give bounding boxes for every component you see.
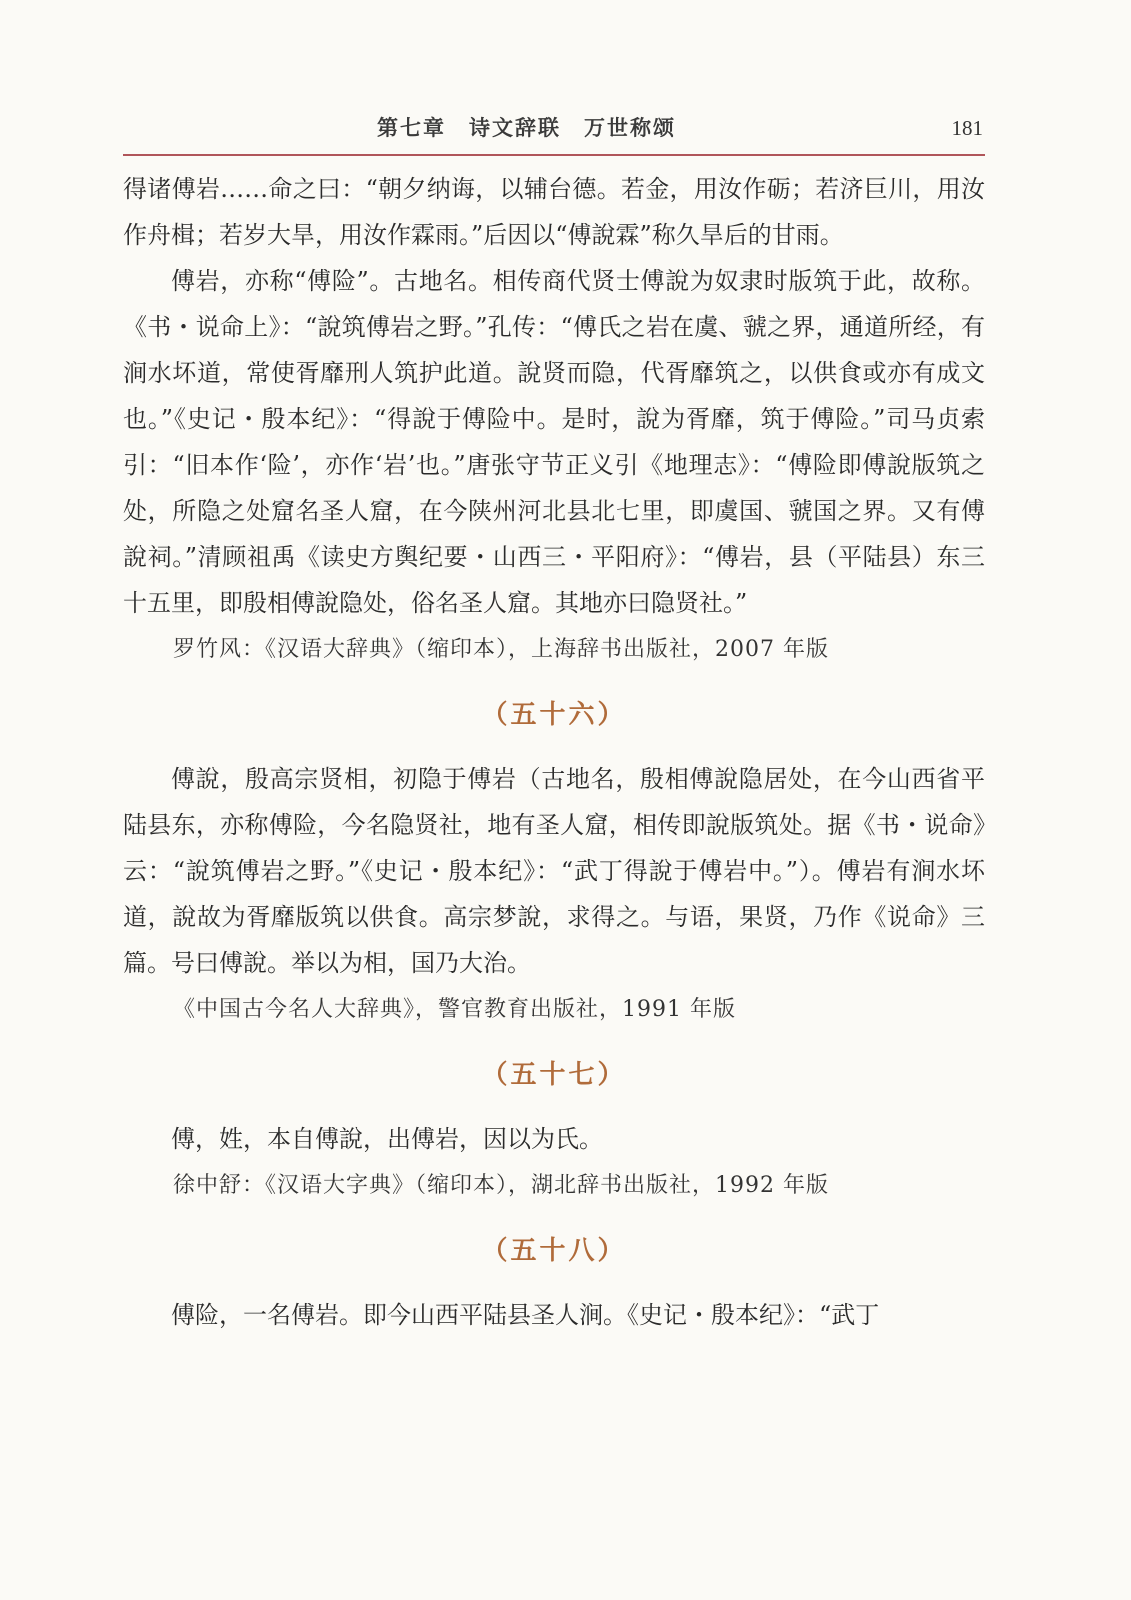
paragraph-fuxian-entry: 傅险，一名傅岩。即今山西平陆县圣人涧。《史记・殷本纪》：“武丁 <box>171 1301 880 1329</box>
running-head <box>123 108 983 148</box>
source-citation: 《中国古今名人大辞典》，警官教育出版社，1991 年版 <box>173 997 736 1022</box>
paragraph-continued: 得诸傅岩……命之曰：“朝夕纳诲，以辅台德。若金，用汝作砺；若济巨川，用汝作舟楫；若岁大旱，用汝作霖雨。”后因以“傅說霖”称久旱后的甘雨。 <box>123 175 985 249</box>
paragraph-fu-surname: 傅，姓，本自傅說，出傅岩，因以为氏。 <box>171 1125 603 1153</box>
source-citation: 罗竹风：《汉语大辞典》（缩印本），上海辞书出版社，2007 年版 <box>173 637 829 662</box>
section-heading-57: （五十七） <box>481 1060 627 1090</box>
body-text <box>123 166 985 1338</box>
header-rule <box>123 154 985 156</box>
section-heading-58: （五十八） <box>481 1236 627 1266</box>
source-citation: 徐中舒：《汉语大字典》（缩印本），湖北辞书出版社，1992 年版 <box>173 1173 829 1198</box>
chapter-running-title: 第七章 诗文辞联 万世称颂 <box>377 116 676 140</box>
page-number: 181 <box>951 116 983 140</box>
paragraph-fuyan-entry: 傅岩，亦称“傅险”。古地名。相传商代贤士傅說为奴隶时版筑于此，故称。《书・说命上》：“說筑傅岩之野。”孔传：“傅氏之岩在虞、虢之界，通道所经，有涧水坏道，常使胥靡刑人筑护此道。說贤而隐，代胥靡筑之，以供食或亦有成文也。”《史记・殷本纪》：“得說于傅险中。是时，說为胥靡，筑于傅险。”司马贞索引：“旧本作‘险’，亦作‘岩’也。”唐张守节正义引《地理志》：“傅险即傅說版筑之处，所隐之处窟名圣人窟，在今陕州河北县北七里，即虞国、虢国之界。又有傅說祠。”清顾祖禹《读史方舆纪要・山西三・平阳府》：“傅岩，县（平陆县）东三十五里，即殷相傅說隐处，俗名圣人窟。其地亦曰隐贤社。” <box>123 267 985 617</box>
section-heading-56: （五十六） <box>481 700 627 730</box>
paragraph-fuyue-entry: 傅說，殷高宗贤相，初隐于傅岩（古地名，殷相傅說隐居处，在今山西省平陆县东，亦称傅险，今名隐贤社，地有圣人窟，相传即說版筑处。据《书・说命》云：“說筑傅岩之野。”《史记・殷本纪》：“武丁得說于傅岩中。”）。傅岩有涧水坏道，說故为胥靡版筑以供食。高宗梦說，求得之。与语，果贤，乃作《说命》三篇。号曰傅說。举以为相，国乃大治。 <box>123 765 985 977</box>
